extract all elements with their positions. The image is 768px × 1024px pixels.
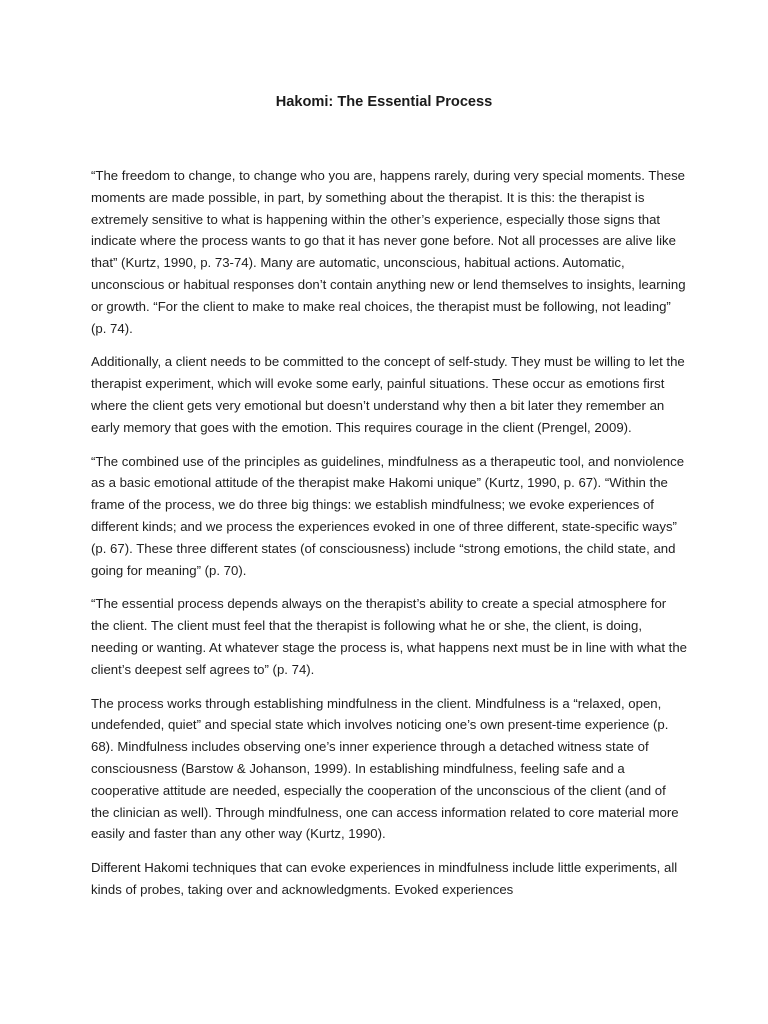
document-body bbox=[91, 165, 687, 913]
paragraph: The process works through establishing mindfulness in the client. Mindfulness is a “relaxed, open, undefended, quiet” and special state which involves noticing one’s own present-time experience (p. 68). Mindfulness includes observing one’s inner experience through a detached witness state of consciousness (Barstow & Johanson, 1999). In establishing mindfulness, feeling safe and a cooperative attitude are needed, especially the cooperation of the unconscious of the client (and of the clinician as well). Through mindfulness, one can access information related to core material more easily and faster than any other way (Kurtz, 1990). bbox=[91, 695, 679, 842]
document-title: Hakomi: The Essential Process bbox=[275, 94, 493, 110]
paragraph: “The combined use of the principles as guidelines, mindfulness as a therapeutic tool, and nonviolence as a basic emotional attitude of the therapist make Hakomi unique” (Kurtz, 1990, p. 67). “Within the frame of the process, we do three big things: we establish mindfulness; we evoke experiences of different kinds; and we process the experiences evoked in one of three different, state-specific ways” (p. 67). These three different states (of consciousness) include “strong emotions, the child state, and going for meaning” (p. 70). bbox=[91, 453, 685, 578]
paragraph: “The essential process depends always on the therapist’s ability to create a special atmosphere for the client. The client must feel that the therapist is following what he or she, the client, is doing, needing or wanting. At whatever stage the process is, what happens next must be in line with what the client’s deepest self agrees to” (p. 74). bbox=[91, 596, 687, 677]
paragraph: Different Hakomi techniques that can evoke experiences in mindfulness include little experiments, all kinds of probes, taking over and acknowledgments. Evoked experiences bbox=[91, 860, 678, 897]
paragraph: Additionally, a client needs to be committed to the concept of self-study. They must be willing to let the therapist experiment, which will evoke some early, painful situations. These occur as emotions first where the client gets very emotional but doesn’t understand why then a bit later they remember an early memory that goes with the emotion. This requires courage in the client (Prengel, 2009). bbox=[91, 354, 685, 435]
paragraph: “The freedom to change, to change who you are, happens rarely, during very special moments. These moments are made possible, in part, by something about the therapist. It is this: the therapist is extremely sensitive to what is happening within the other’s experience, especially those signs that indicate where the process wants to go that it has never gone before. Not all processes are alive like that” (Kurtz, 1990, p. 73-74). Many are automatic, unconscious, habitual actions. Automatic, unconscious or habitual responses don’t contain anything new or lend themselves to insights, learning or growth. “For the client to make to make real choices, the therapist must be following, not leading” (p. 74). bbox=[91, 168, 686, 336]
